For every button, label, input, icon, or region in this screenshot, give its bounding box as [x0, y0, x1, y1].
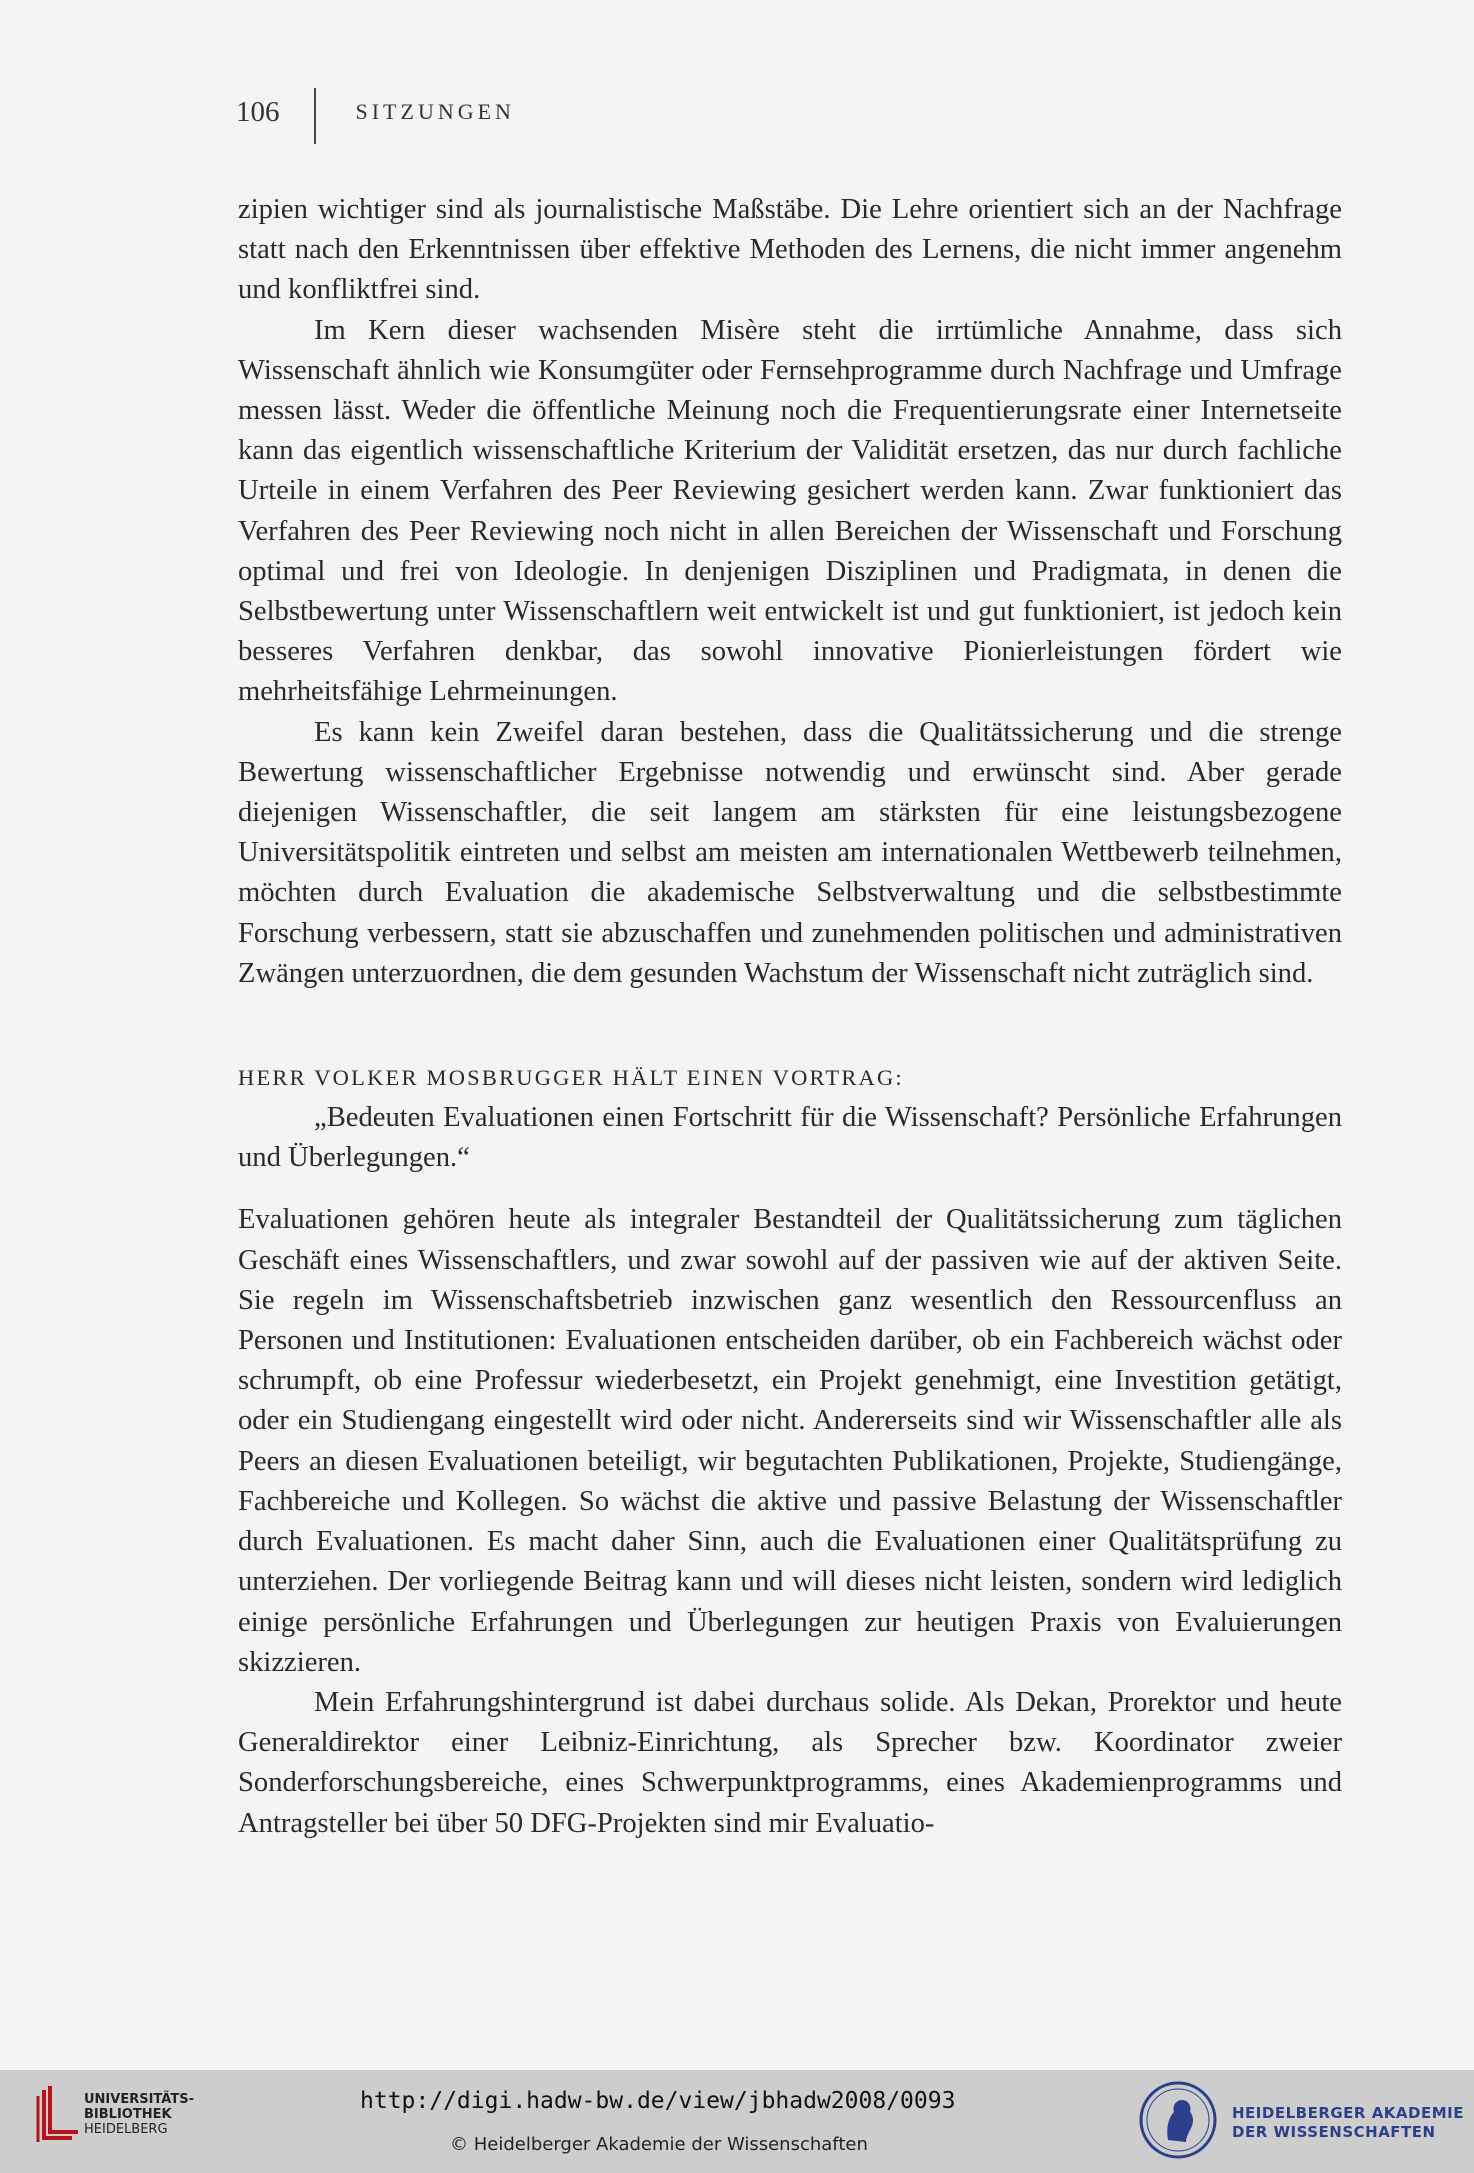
- body-text: [238, 190, 1342, 1844]
- hadw-line-1: HEIDELBERGER AKADEMIE: [1232, 2104, 1464, 2122]
- academy-name: [1232, 2104, 1464, 2142]
- paragraph-2: Im Kern dieser wachsenden Misère steht die irrtümliche Annahme, dass sich Wissenschaft ähnlich wie Konsumgüter oder Fernsehprogramme durch Nachfrage und Umfrage messen lässt. Weder die öffentliche Meinung noch die Frequentierungsrate einer Internetseite kann das eigentlich wissenschaftliche Kriterium der Validität ersetzen, das nur durch fachliche Urteile in einem Verfahren des Peer Reviewing gesichert werden kann. Zwar funktioniert das Verfahren des Peer Reviewing noch nicht in allen Bereichen der Wissenschaft und Forschung optimal und frei von Ideologie. In denjenigen Disziplinen und Pradigmata, in denen die Selbstbewertung unter Wissenschaftlern weit entwickelt ist und gut funktioniert, ist jedoch kein besseres Verfahren denkbar, das sowohl innovative Pionierleistungen fördert wie mehrheitsfähige Lehrmeinungen.: [238, 314, 1342, 708]
- ub-line-3: HEIDELBERG: [84, 2122, 168, 2137]
- heading-spacer: [238, 1178, 1342, 1200]
- university-library-logo-icon: [36, 2084, 80, 2144]
- paragraph-5: Mein Erfahrungshintergrund ist dabei durchaus solide. Als Dekan, Prorektor und heute Generaldirektor einer Leibniz-Einrichtung, als Sprecher bzw. Koordinator zweier Sonderforschungsbereiche, eines Schwerpunktprogramms, eines Akademienprogramms und Antragsteller bei über 50 DFG-Projekten sind mir Evaluatio-: [238, 1686, 1342, 1839]
- running-head: [236, 92, 515, 132]
- section-name: SITZUNGEN: [355, 99, 515, 124]
- ub-line-2: BIBLIOTHEK: [84, 2107, 172, 2122]
- ub-line-1: UNIVERSITÄTS-: [84, 2092, 194, 2107]
- paragraph-1: zipien wichtiger sind als journalistische Maßstäbe. Die Lehre orientiert sich an der Nachfrage statt nach den Erkenntnissen über effektive Methoden des Lernens, die nicht immer angenehm und konfliktfrei sind.: [238, 194, 1342, 306]
- university-library-name: [84, 2092, 194, 2137]
- paragraph-3: Es kann kein Zweifel daran bestehen, dass die Qualitätssicherung und die strenge Bewertung wissenschaftlicher Ergebnisse notwendig und erwünscht sind. Aber gerade diejenigen Wissenschaftler, die seit langem am stärksten für eine leistungsbezogene Universitätspolitik eintreten und selbst am meisten am internationalen Wettbewerb teilnehmen, möchten durch Evaluation die akademische Selbstverwaltung und die selbstbestimmte Forschung verbessern, statt sie abzuschaffen und zunehmenden politischen und administrativen Zwängen unterzuordnen, die dem gesunden Wachstum der Wissenschaft nicht zuträglich sind.: [238, 716, 1342, 989]
- academy-seal-icon: [1138, 2080, 1218, 2160]
- permalink-url[interactable]: http://digi.hadw-bw.de/view/jbhadw2008/0093: [360, 2088, 956, 2114]
- copyright-notice: © Heidelberger Akademie der Wissenschaften: [450, 2134, 868, 2155]
- hadw-line-2: DER WISSENSCHAFTEN: [1232, 2123, 1436, 2141]
- paragraph-4: Evaluationen gehören heute als integraler Bestandteil der Qualitätssicherung zum täglichen Geschäft eines Wissenschaftlers, und zwar sowohl auf der passiven wie auf der aktiven Seite. Sie regeln im Wissenschaftsbetrieb inzwischen ganz wesentlich den Ressourcenfluss an Personen und Institutionen: Evaluationen entscheiden darüber, ob ein Fachbereich wächst oder schrumpft, ob eine Professur wiederbesetzt, ein Projekt genehmigt, eine Investition getätigt, oder ein Studiengang eingestellt wird oder nicht. Andererseits sind wir Wissenschaftler alle als Peers an diesen Evaluationen beteiligt, wir begutachten Publikationen, Projekte, Studiengänge, Fachbereiche und Kollegen. So wächst die aktive und passive Belastung der Wissenschaftler durch Evaluationen. Es macht daher Sinn, auch die Evaluationen einer Qualitätsprüfung zu unterziehen. Der vorliegende Beitrag kann und will dieses nicht leisten, sondern wird lediglich einige persönliche Erfahrungen und Überlegungen zur heutigen Praxis von Evaluierungen skizzieren.: [238, 1204, 1342, 1678]
- talk-title: „Bedeuten Evaluationen einen Fortschritt für die Wissenschaft? Persönliche Erfahrungen und Überlegungen.“: [238, 1102, 1342, 1174]
- head-divider: [314, 88, 316, 144]
- speaker-line: HERR VOLKER MOSBRUGGER HÄLT EINEN VORTRAG:: [238, 1065, 904, 1091]
- viewer-footer: [0, 2070, 1474, 2173]
- talk-heading: [238, 1058, 1342, 1178]
- page-number: 106: [236, 95, 280, 128]
